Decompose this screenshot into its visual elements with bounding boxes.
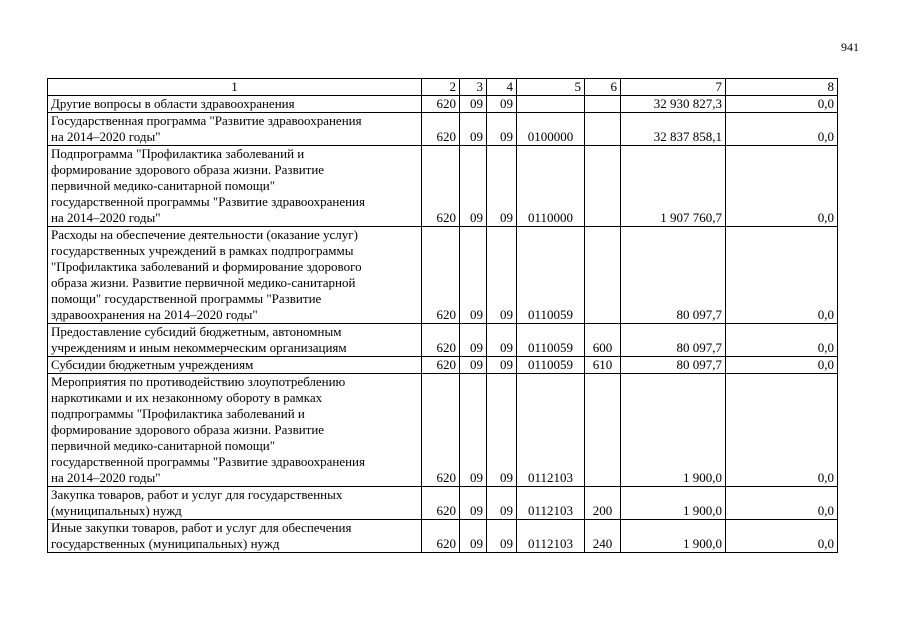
amount-2: 0,0 xyxy=(726,357,838,374)
expense-type-code xyxy=(585,146,621,227)
expense-type-code xyxy=(585,96,621,113)
row-name: Мероприятия по противодействию злоупотреблению наркотиками и их незаконному обороту в рамках подпрограммы "Профилактика заболеваний и формирование здорового образа жизни. Развитие первичной медико-санитарной помощи" государственной программы "Развитие здравоохранения на 2014–2020 годы" xyxy=(48,374,422,487)
ministry-code: 620 xyxy=(422,227,460,324)
table-row xyxy=(48,96,838,113)
target-code: 0112103 xyxy=(517,487,585,520)
subsection-code: 09 xyxy=(487,113,517,146)
expense-type-code xyxy=(585,374,621,487)
table-row xyxy=(48,113,838,146)
row-name: Государственная программа "Развитие здравоохранения на 2014–2020 годы" xyxy=(48,113,422,146)
ministry-code: 620 xyxy=(422,520,460,553)
amount: 32 837 858,1 xyxy=(621,113,726,146)
amount: 32 930 827,3 xyxy=(621,96,726,113)
ministry-code: 620 xyxy=(422,487,460,520)
column-header: 8 xyxy=(726,79,838,96)
row-name: Расходы на обеспечение деятельности (оказание услуг) государственных учреждений в рамках подпрограммы "Профилактика заболеваний и формирование здорового образа жизни. Развитие первичной медико-санитарной помощи" государственной программы "Развитие здравоохранения на 2014–2020 годы" xyxy=(48,227,422,324)
amount: 1 900,0 xyxy=(621,520,726,553)
section-code: 09 xyxy=(460,324,487,357)
target-code: 0112103 xyxy=(517,374,585,487)
row-name: Предоставление субсидий бюджетным, автономным учреждениям и иным некоммерческим организациям xyxy=(48,324,422,357)
ministry-code: 620 xyxy=(422,113,460,146)
subsection-code: 09 xyxy=(487,96,517,113)
target-code: 0110000 xyxy=(517,146,585,227)
table-row xyxy=(48,146,838,227)
target-code: 0110059 xyxy=(517,324,585,357)
subsection-code: 09 xyxy=(487,520,517,553)
table-row xyxy=(48,374,838,487)
amount-2: 0,0 xyxy=(726,487,838,520)
amount: 80 097,7 xyxy=(621,227,726,324)
section-code: 09 xyxy=(460,113,487,146)
target-code: 0110059 xyxy=(517,357,585,374)
subsection-code: 09 xyxy=(487,324,517,357)
amount-2: 0,0 xyxy=(726,227,838,324)
amount-2: 0,0 xyxy=(726,324,838,357)
row-name: Субсидии бюджетным учреждениям xyxy=(48,357,422,374)
subsection-code: 09 xyxy=(487,227,517,324)
subsection-code: 09 xyxy=(487,146,517,227)
amount: 80 097,7 xyxy=(621,324,726,357)
table-row xyxy=(48,487,838,520)
ministry-code: 620 xyxy=(422,357,460,374)
amount: 1 907 760,7 xyxy=(621,146,726,227)
amount-2: 0,0 xyxy=(726,96,838,113)
subsection-code: 09 xyxy=(487,374,517,487)
subsection-code: 09 xyxy=(487,357,517,374)
amount-2: 0,0 xyxy=(726,113,838,146)
row-name: Закупка товаров, работ и услуг для государственных (муниципальных) нужд xyxy=(48,487,422,520)
section-code: 09 xyxy=(460,146,487,227)
column-header: 2 xyxy=(422,79,460,96)
ministry-code: 620 xyxy=(422,324,460,357)
ministry-code: 620 xyxy=(422,146,460,227)
expense-type-code: 610 xyxy=(585,357,621,374)
amount-2: 0,0 xyxy=(726,520,838,553)
column-header: 5 xyxy=(517,79,585,96)
target-code: 0110059 xyxy=(517,227,585,324)
section-code: 09 xyxy=(460,357,487,374)
section-code: 09 xyxy=(460,520,487,553)
row-name: Иные закупки товаров, работ и услуг для обеспечения государственных (муниципальных) нужд xyxy=(48,520,422,553)
section-code: 09 xyxy=(460,374,487,487)
page-number: 941 xyxy=(841,40,859,54)
header-row xyxy=(48,79,838,96)
row-name: Подпрограмма "Профилактика заболеваний и формирование здорового образа жизни. Развитие первичной медико-санитарной помощи" государственной программы "Развитие здравоохранения на 2014–2020 годы" xyxy=(48,146,422,227)
column-header: 1 xyxy=(48,79,422,96)
column-header: 7 xyxy=(621,79,726,96)
expense-type-code: 600 xyxy=(585,324,621,357)
row-name: Другие вопросы в области здравоохранения xyxy=(48,96,422,113)
table-row xyxy=(48,357,838,374)
target-code: 0100000 xyxy=(517,113,585,146)
amount-2: 0,0 xyxy=(726,146,838,227)
column-header: 4 xyxy=(487,79,517,96)
amount-2: 0,0 xyxy=(726,374,838,487)
target-code: 0112103 xyxy=(517,520,585,553)
amount: 80 097,7 xyxy=(621,357,726,374)
table-row xyxy=(48,520,838,553)
section-code: 09 xyxy=(460,487,487,520)
expense-type-code: 240 xyxy=(585,520,621,553)
target-code xyxy=(517,96,585,113)
section-code: 09 xyxy=(460,96,487,113)
table-row xyxy=(48,227,838,324)
ministry-code: 620 xyxy=(422,96,460,113)
expense-type-code: 200 xyxy=(585,487,621,520)
column-header: 6 xyxy=(585,79,621,96)
amount: 1 900,0 xyxy=(621,374,726,487)
expense-type-code xyxy=(585,227,621,324)
table-row xyxy=(48,324,838,357)
expense-type-code xyxy=(585,113,621,146)
budget-table xyxy=(47,78,838,553)
subsection-code: 09 xyxy=(487,487,517,520)
section-code: 09 xyxy=(460,227,487,324)
amount: 1 900,0 xyxy=(621,487,726,520)
column-header: 3 xyxy=(460,79,487,96)
ministry-code: 620 xyxy=(422,374,460,487)
